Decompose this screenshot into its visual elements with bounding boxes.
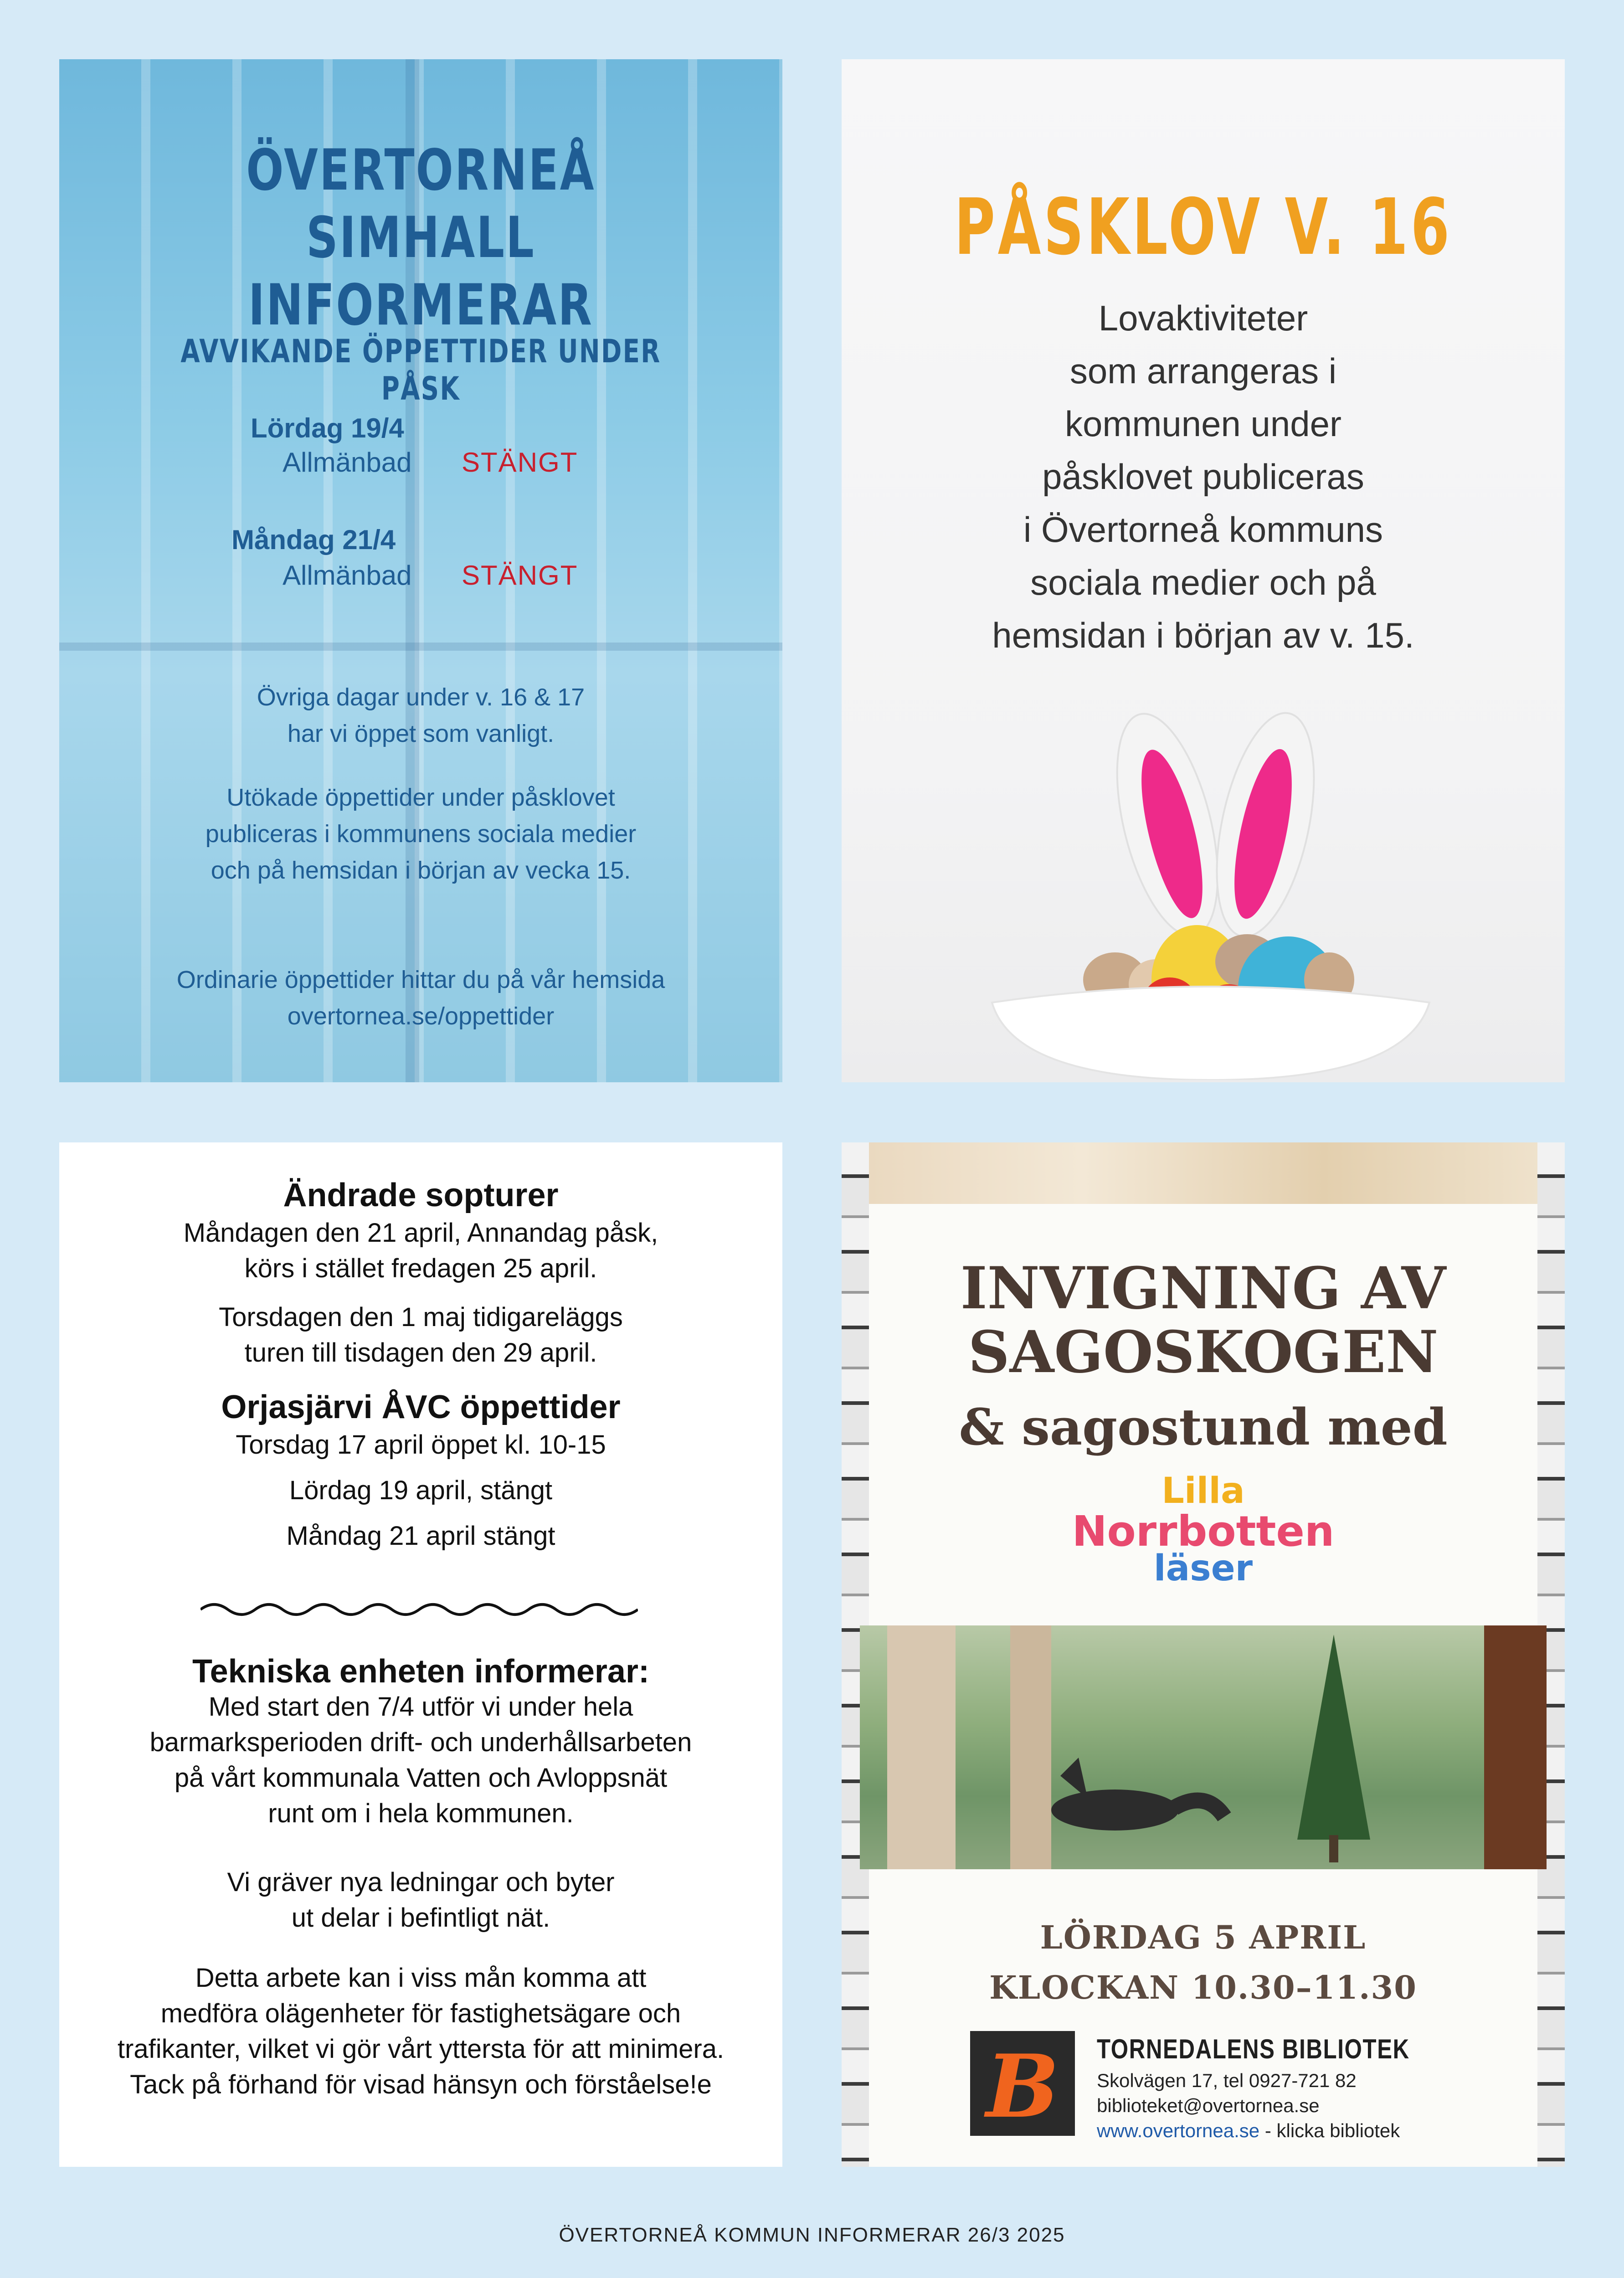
simhall-info-paragraph: Utökade öppettider under påsklovet publiceras i kommunens sociala medier och på hemsidan i början av vecka 15. bbox=[205, 784, 637, 884]
tekniska-text: Vi gräver nya ledningar och byter ut delar i befintligt nät. bbox=[227, 1867, 615, 1933]
simhall-panel bbox=[59, 59, 782, 1082]
library-web: www.overtornea.se - klicka bibliotek bbox=[1097, 2120, 1400, 2141]
simhall-website-link[interactable]: overtornea.se/oppettider bbox=[287, 1003, 555, 1030]
sagoskogen-title: INVIGNING AV SAGOSKOGEN bbox=[960, 1255, 1446, 1386]
pasklov-title: PÅSKLOV V. 16 bbox=[954, 182, 1452, 273]
simhall-title: ÖVERTORNEÅ SIMHALL INFORMERAR bbox=[246, 138, 596, 338]
activity-label: Allmänbad bbox=[283, 560, 412, 591]
event-date: LÖRDAG 5 APRIL KLOCKAN 10.30–11.30 bbox=[989, 1918, 1417, 2006]
wave-divider bbox=[200, 1598, 638, 1621]
library-address: Skolvägen 17, tel 0927-721 82 bbox=[1097, 2070, 1357, 2091]
avc-hours: Torsdag 17 april öppet kl. 10-15 bbox=[236, 1430, 606, 1460]
library-name: TORNEDALENS BIBLIOTEK bbox=[1097, 2034, 1410, 2064]
library-logo-letter: B bbox=[986, 2036, 1059, 2137]
closed-status: STÄNGT bbox=[462, 560, 578, 591]
tekniska-heading: Tekniska enheten informerar: bbox=[192, 1653, 649, 1690]
sopturer-panel bbox=[59, 1142, 782, 2167]
easter-bowl-image bbox=[960, 688, 1461, 1080]
simhall-info-paragraph: Övriga dagar under v. 16 & 17 har vi öppet som vanligt. bbox=[257, 684, 585, 747]
sagostund-subtitle: & sagostund med bbox=[959, 1398, 1448, 1456]
forest-top-image bbox=[842, 1142, 1565, 1204]
day-label: Lördag 19/4 bbox=[251, 413, 404, 443]
sopturer-heading: Ändrade sopturer bbox=[283, 1177, 559, 1214]
closed-status: STÄNGT bbox=[462, 447, 578, 478]
avc-heading: Orjasjärvi ÅVC öppettider bbox=[221, 1389, 621, 1425]
library-logo bbox=[970, 2031, 1075, 2136]
pool-edge-line bbox=[59, 643, 782, 651]
pasklov-panel bbox=[842, 59, 1565, 1082]
tekniska-text: Med start den 7/4 utför vi under hela barmarksperioden drift- och underhållsarbeten på vårt kommunala Vatten och Avloppsnät runt om i hela kommunen. bbox=[149, 1692, 692, 1828]
sopturer-text: Torsdagen den 1 maj tidigareläggs turen till tisdagen den 29 april. bbox=[219, 1302, 623, 1368]
forest-painting-image bbox=[860, 1625, 1547, 1869]
simhall-website-paragraph: Ordinarie öppettider hittar du på vår hemsida overtornea.se/oppettider bbox=[59, 962, 782, 1034]
footer-text: ÖVERTORNEÅ KOMMUN INFORMERAR 26/3 2025 bbox=[559, 2224, 1065, 2246]
day-label: Måndag 21/4 bbox=[231, 525, 396, 555]
library-email[interactable]: biblioteket@overtornea.se bbox=[1097, 2095, 1320, 2116]
sopturer-text: Måndagen den 21 april, Annandag påsk, körs i stället fredagen 25 april. bbox=[183, 1218, 658, 1283]
library-web-link[interactable]: www.overtornea.se bbox=[1097, 2120, 1260, 2141]
tekniska-text: Detta arbete kan i viss mån komma att medföra olägenheter för fastighetsägare och trafikanter, vilket vi gör vårt yttersta för att minimera. Tack på förhand för visad hänsyn och förståelse!e bbox=[117, 1963, 725, 2099]
avc-hours: Måndag 21 april stängt bbox=[286, 1521, 555, 1551]
sagoskogen-panel: INVIGNING AV SAGOSKOGEN & sagostund med Lilla Norrbotten läser LÖRDAG 5 APRIL KLOCKAN 10.30–11.30 B TORNEDALENS BIBLIOTEK Skolvägen 17, tel 0927-721 82 biblioteket@overtornea.se www.overtornea.se - klicka bibliotek bbox=[842, 1142, 1565, 2167]
pasklov-body: Lovaktiviteter som arrangeras i kommunen under påsklovet publiceras i Övertorneå kommuns sociala medier och på hemsidan i början av v. 15. bbox=[992, 298, 1414, 655]
avc-hours: Lördag 19 april, stängt bbox=[289, 1476, 553, 1505]
activity-label: Allmänbad bbox=[283, 447, 412, 478]
simhall-subtitle: AVVIKANDE ÖPPETTIDER UNDER PÅSK bbox=[180, 333, 661, 407]
